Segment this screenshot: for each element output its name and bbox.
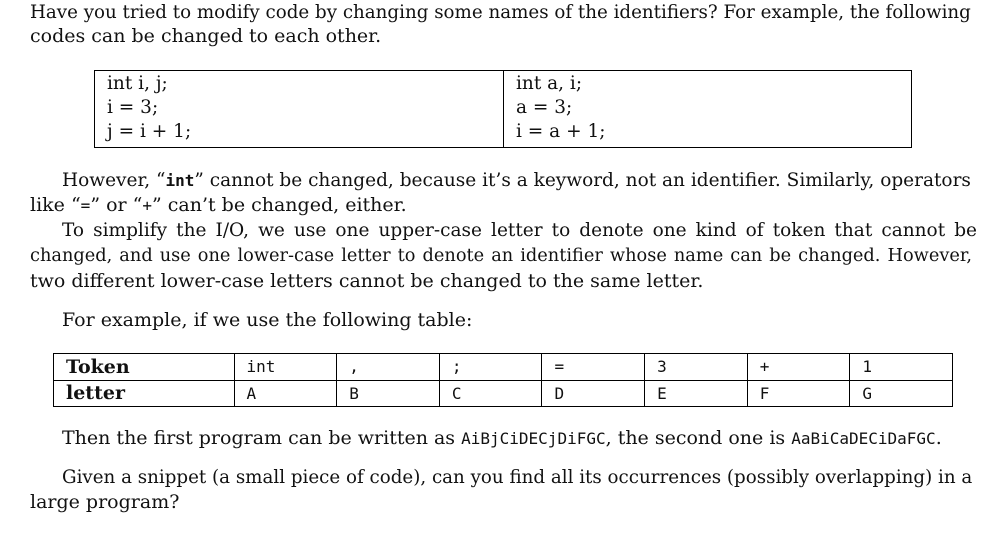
code-line: a = 3; <box>516 97 573 118</box>
intro-line-2: codes can be changed to each other. <box>30 25 382 47</box>
row-header-token: Token <box>54 354 235 381</box>
text-span: ” or “ <box>90 194 143 216</box>
code-comparison-table <box>94 70 912 148</box>
code-line: int i, j; <box>107 73 168 94</box>
token-cell: 1 <box>850 354 953 381</box>
text-span: like “ <box>30 194 81 216</box>
example-intro: For example, if we use the following table: <box>62 309 473 331</box>
token-cell: , <box>337 354 440 381</box>
table-row-tokens <box>54 354 953 381</box>
intro-line-1: Have you tried to modify code by changing some names of the identifiers? For example, the following <box>30 2 971 23</box>
letter-cell: A <box>234 380 337 407</box>
token-cell: 3 <box>645 354 748 381</box>
code-line: j = i + 1; <box>107 121 192 142</box>
code-column-original <box>95 71 504 147</box>
letter-cell: C <box>439 380 542 407</box>
io-paragraph-line-2: changed, and use one lower-case letter to denote an identifier whose name can be changed. However, <box>30 246 973 266</box>
token-cell: int <box>234 354 337 381</box>
letter-cell: F <box>747 380 850 407</box>
text-span: , the second one is <box>605 427 792 449</box>
keyword-paragraph-line-1 <box>62 168 971 193</box>
code-column-renamed <box>504 71 911 147</box>
row-header-letter: letter <box>54 380 235 407</box>
code-line: i = a + 1; <box>516 121 606 142</box>
question-line-2: large program? <box>30 491 180 513</box>
token-cell: = <box>542 354 645 381</box>
letter-cell: E <box>645 380 748 407</box>
text-span: However, “ <box>62 170 166 191</box>
token-letter-table <box>53 353 953 407</box>
letter-cell: D <box>542 380 645 407</box>
token-cell: + <box>747 354 850 381</box>
io-paragraph-line-3: two different lower-case letters cannot be changed to the same letter. <box>30 270 704 292</box>
text-span: . <box>935 427 942 449</box>
program-encoding-line <box>62 426 942 451</box>
code-operator-plus: + <box>142 196 152 215</box>
text-span: Then the first program can be written as <box>62 427 462 449</box>
code-line: int a, i; <box>516 73 583 94</box>
io-paragraph-line-1: To simplify the I/O, we use one upper-case letter to denote one kind of token that cannot be <box>62 220 977 241</box>
table-row-letters <box>54 380 953 407</box>
encoded-program-2: AaBiCaDECiDaFGC <box>791 429 936 448</box>
text-span: ” can’t be changed, either. <box>151 194 407 216</box>
code-keyword-int: int <box>165 171 195 190</box>
letter-cell: G <box>850 380 953 407</box>
text-span: ” cannot be changed, because it’s a keyword, not an identifier. Similarly, operators <box>194 170 971 191</box>
encoded-program-1: AiBjCiDECjDiFGC <box>461 429 606 448</box>
letter-cell: B <box>337 380 440 407</box>
question-line-1: Given a snippet (a small piece of code), can you find all its occurrences (possibly overlapping) in a <box>62 467 973 488</box>
code-line: i = 3; <box>107 97 159 118</box>
token-cell: ; <box>439 354 542 381</box>
keyword-paragraph-line-2 <box>30 193 407 218</box>
code-operator-equals: = <box>80 196 91 215</box>
